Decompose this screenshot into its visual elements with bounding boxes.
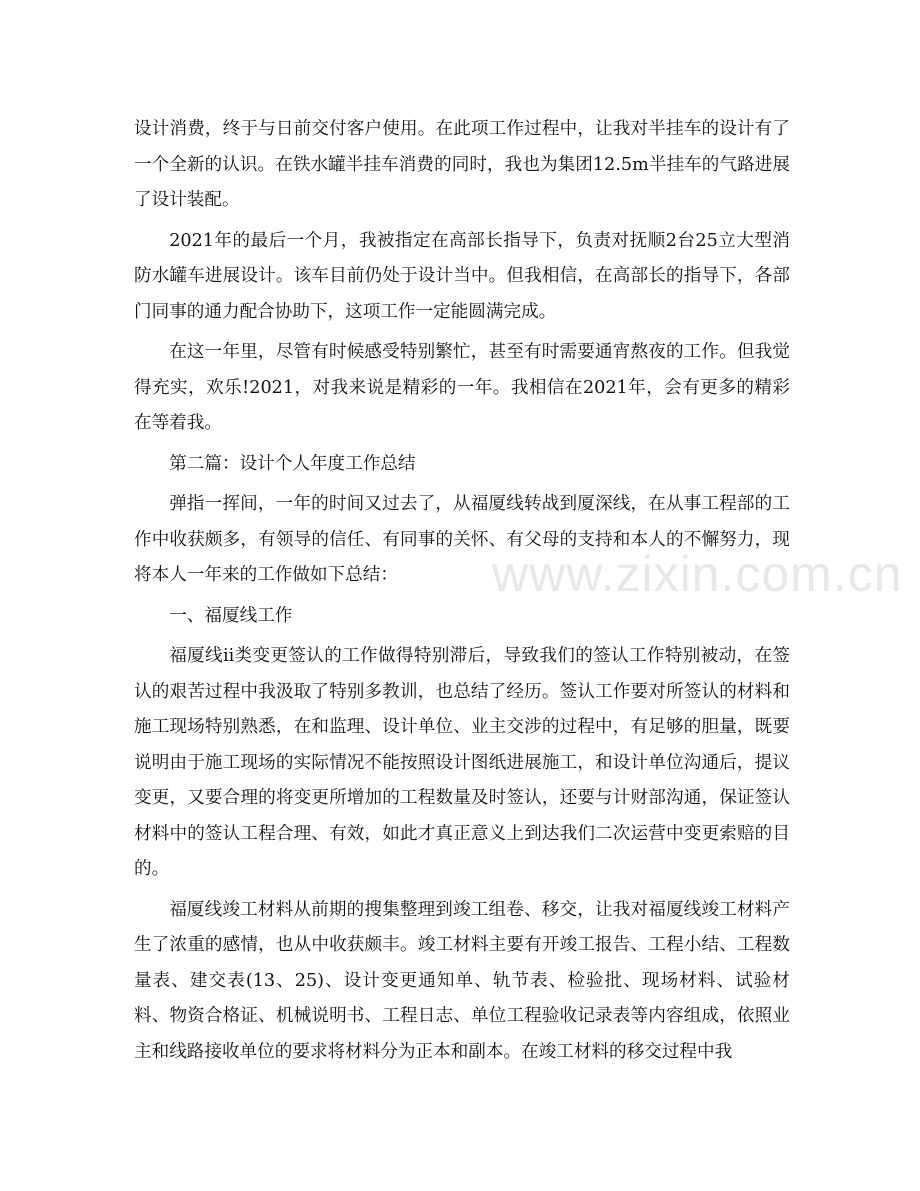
section-heading-fuxia-line: 一、福厦线工作 — [169, 605, 293, 626]
watermark-text: www.zixin.com.cn — [492, 546, 903, 602]
paragraph-completion-materials: 福厦线竣工材料从前期的搜集整理到竣工组卷、移交，让我对福厦线竣工材料产生了浓重的感情，也从中收获颇丰。竣工材料主要有开竣工报告、工程小结、工程数量表、建交表(13、25)、设计变更通知单、轨节表、检验批、现场材料、试验材料、物资合格证、机械说明书、工程日志、单位工程验收记录表等内容组成，依照业主和线路接收单位的要求将材料分为正本和副本。在竣工材料的移交过程中我 — [134, 899, 790, 1062]
paragraph-continuation: 设计消费，终于与日前交付客户使用。在此项工作过程中，让我对半挂车的设计有了一个全新的认识。在铁水罐半挂车消费的同时，我也为集团12.5m半挂车的气路进展了设计装配。 — [134, 119, 790, 210]
section-heading-second-article: 第二篇：设计个人年度工作总结 — [169, 453, 416, 474]
paragraph-2021-last-month: 2021年的最后一个月，我被指定在高部长指导下，负责对抚顺2台25立大型消防水罐车进展设计。该车目前仍处于设计当中。但我相信，在高部长的指导下，各部门同事的通力配合协助下，这项工作一定能圆满完成。 — [134, 230, 790, 322]
paragraph-intro: 弹指一挥间，一年的时间又过去了，从福厦线转战到厦深线，在从事工程部的工作中收获颇多，有领导的信任、有同事的关怀、有父母的支持和本人的不懈努力，现将本人一年来的工作做如下总结： — [134, 494, 790, 585]
paragraph-change-signoff: 福厦线ii类变更签认的工作做得特别滞后，导致我们的签认工作特别被动，在签认的艰苦过程中我汲取了特别多教训，也总结了经历。签认工作要对所签认的材料和施工现场特别熟悉，在和监理、设计单位、业主交涉的过程中，有足够的胆量，既要说明由于施工现场的实际情况不能按照设计图纸进展施工，和设计单位沟通后，提议变更，又要合理的将变更所增加的工程数量及时签认，还要与计财部沟通，保证签认材料中的签认工程合理、有效，如此才真正意义上到达我们二次运营中变更索赔的目的。 — [134, 646, 790, 879]
paragraph-this-year: 在这一年里，尽管有时候感受特别繁忙，甚至有时需要通宵熬夜的工作。但我觉得充实，欢乐!2021，对我来说是精彩的一年。我相信在2021年，会有更多的精彩在等着我。 — [134, 342, 790, 433]
